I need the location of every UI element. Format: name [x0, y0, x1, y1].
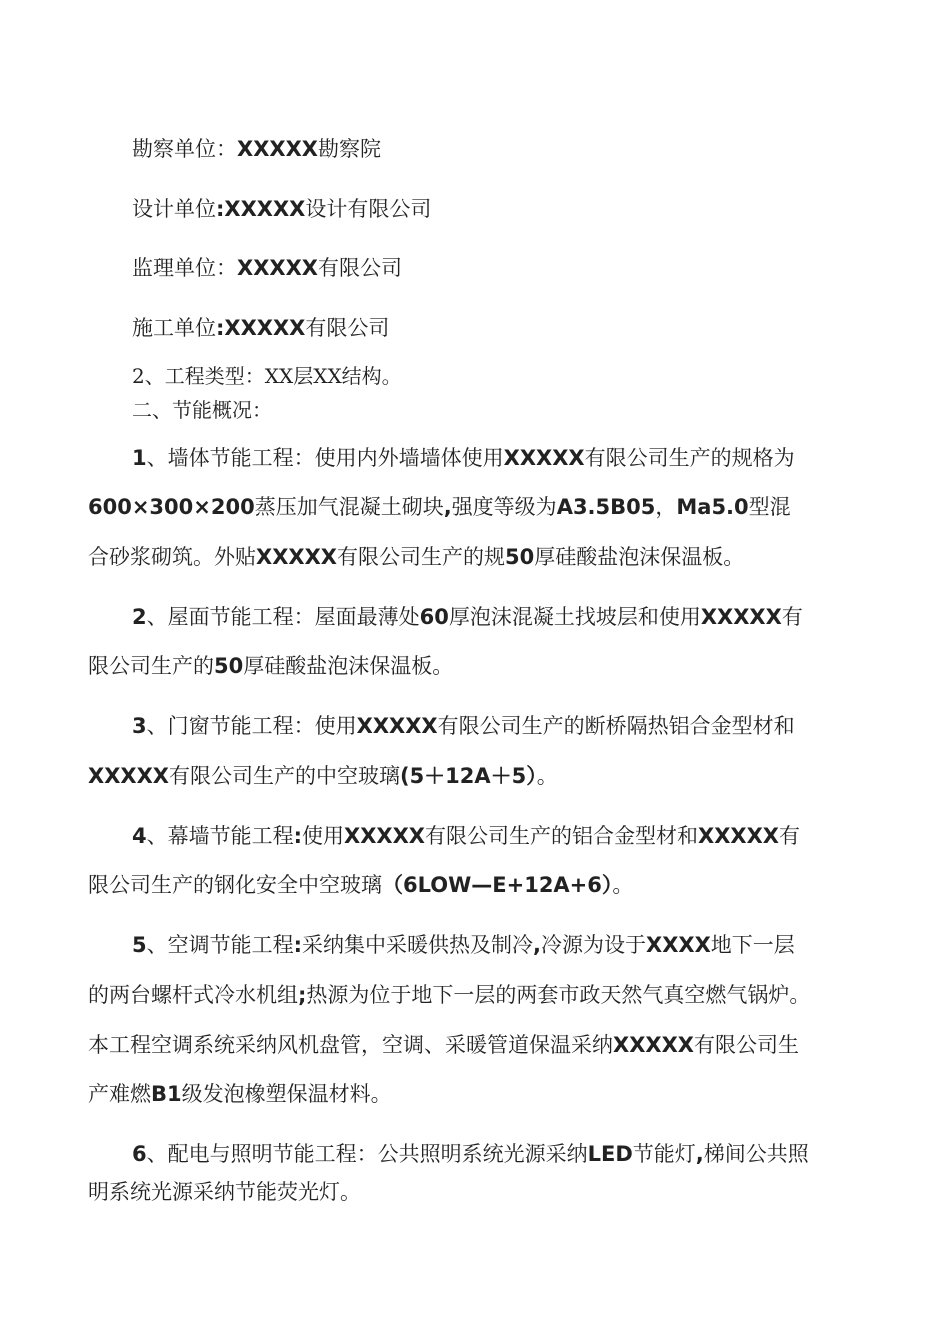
- item-line: 6、配电与照明节能工程：公共照明系统光源采纳LED节能灯,梯间公共照: [132, 1142, 809, 1166]
- survey-unit-line: 勘察单位：XXXXX勘察院: [132, 137, 381, 161]
- construction-unit-line: 施工单位:XXXXX有限公司: [132, 316, 390, 340]
- item-line: 600×300×200蒸压加气混凝土砌块,强度等级为A3.5B05，Ma5.0型混: [88, 495, 791, 519]
- item-line: 1、墙体节能工程：使用内外墙墙体使用XXXXX有限公司生产的规格为: [132, 446, 795, 470]
- item-line: 限公司生产的50厚硅酸盐泡沫保温板。: [88, 654, 454, 678]
- item-line: 4、幕墙节能工程:使用XXXXX有限公司生产的铝合金型材和XXXXX有: [132, 824, 800, 848]
- project-type-line: 2、工程类型：XX层XX结构。: [132, 364, 402, 388]
- supervision-unit-line: 监理单位：XXXXX有限公司: [132, 256, 402, 280]
- item-line: 本工程空调系统采纳风机盘管，空调、采暖管道保温采纳XXXXX有限公司生: [88, 1033, 799, 1057]
- section-heading: 二、节能概况：: [132, 398, 272, 422]
- item-line: 2、屋面节能工程：屋面最薄处60厚泡沫混凝土找坡层和使用XXXXX有: [132, 605, 803, 629]
- item-line: 5、空调节能工程:采纳集中采暖供热及制冷,冷源为设于XXXX地下一层: [132, 933, 795, 957]
- item-line: 限公司生产的钢化安全中空玻璃（6LOW—E+12A+6）。: [88, 873, 634, 897]
- item-line: 的两台螺杆式冷水机组;热源为位于地下一层的两套市政天然气真空燃气锅炉。: [88, 983, 811, 1007]
- item-line: 合砂浆砌筑。外贴XXXXX有限公司生产的规50厚硅酸盐泡沫保温板。: [88, 545, 745, 569]
- item-line: 产难燃B1级发泡橡塑保温材料。: [88, 1082, 392, 1106]
- item-line: 3、门窗节能工程：使用XXXXX有限公司生产的断桥隔热铝合金型材和: [132, 714, 795, 738]
- item-line: 明系统光源采纳节能荧光灯。: [88, 1180, 361, 1204]
- design-unit-line: 设计单位:XXXXX设计有限公司: [132, 197, 432, 221]
- item-line: XXXXX有限公司生产的中空玻璃(5＋12A＋5）。: [88, 764, 558, 788]
